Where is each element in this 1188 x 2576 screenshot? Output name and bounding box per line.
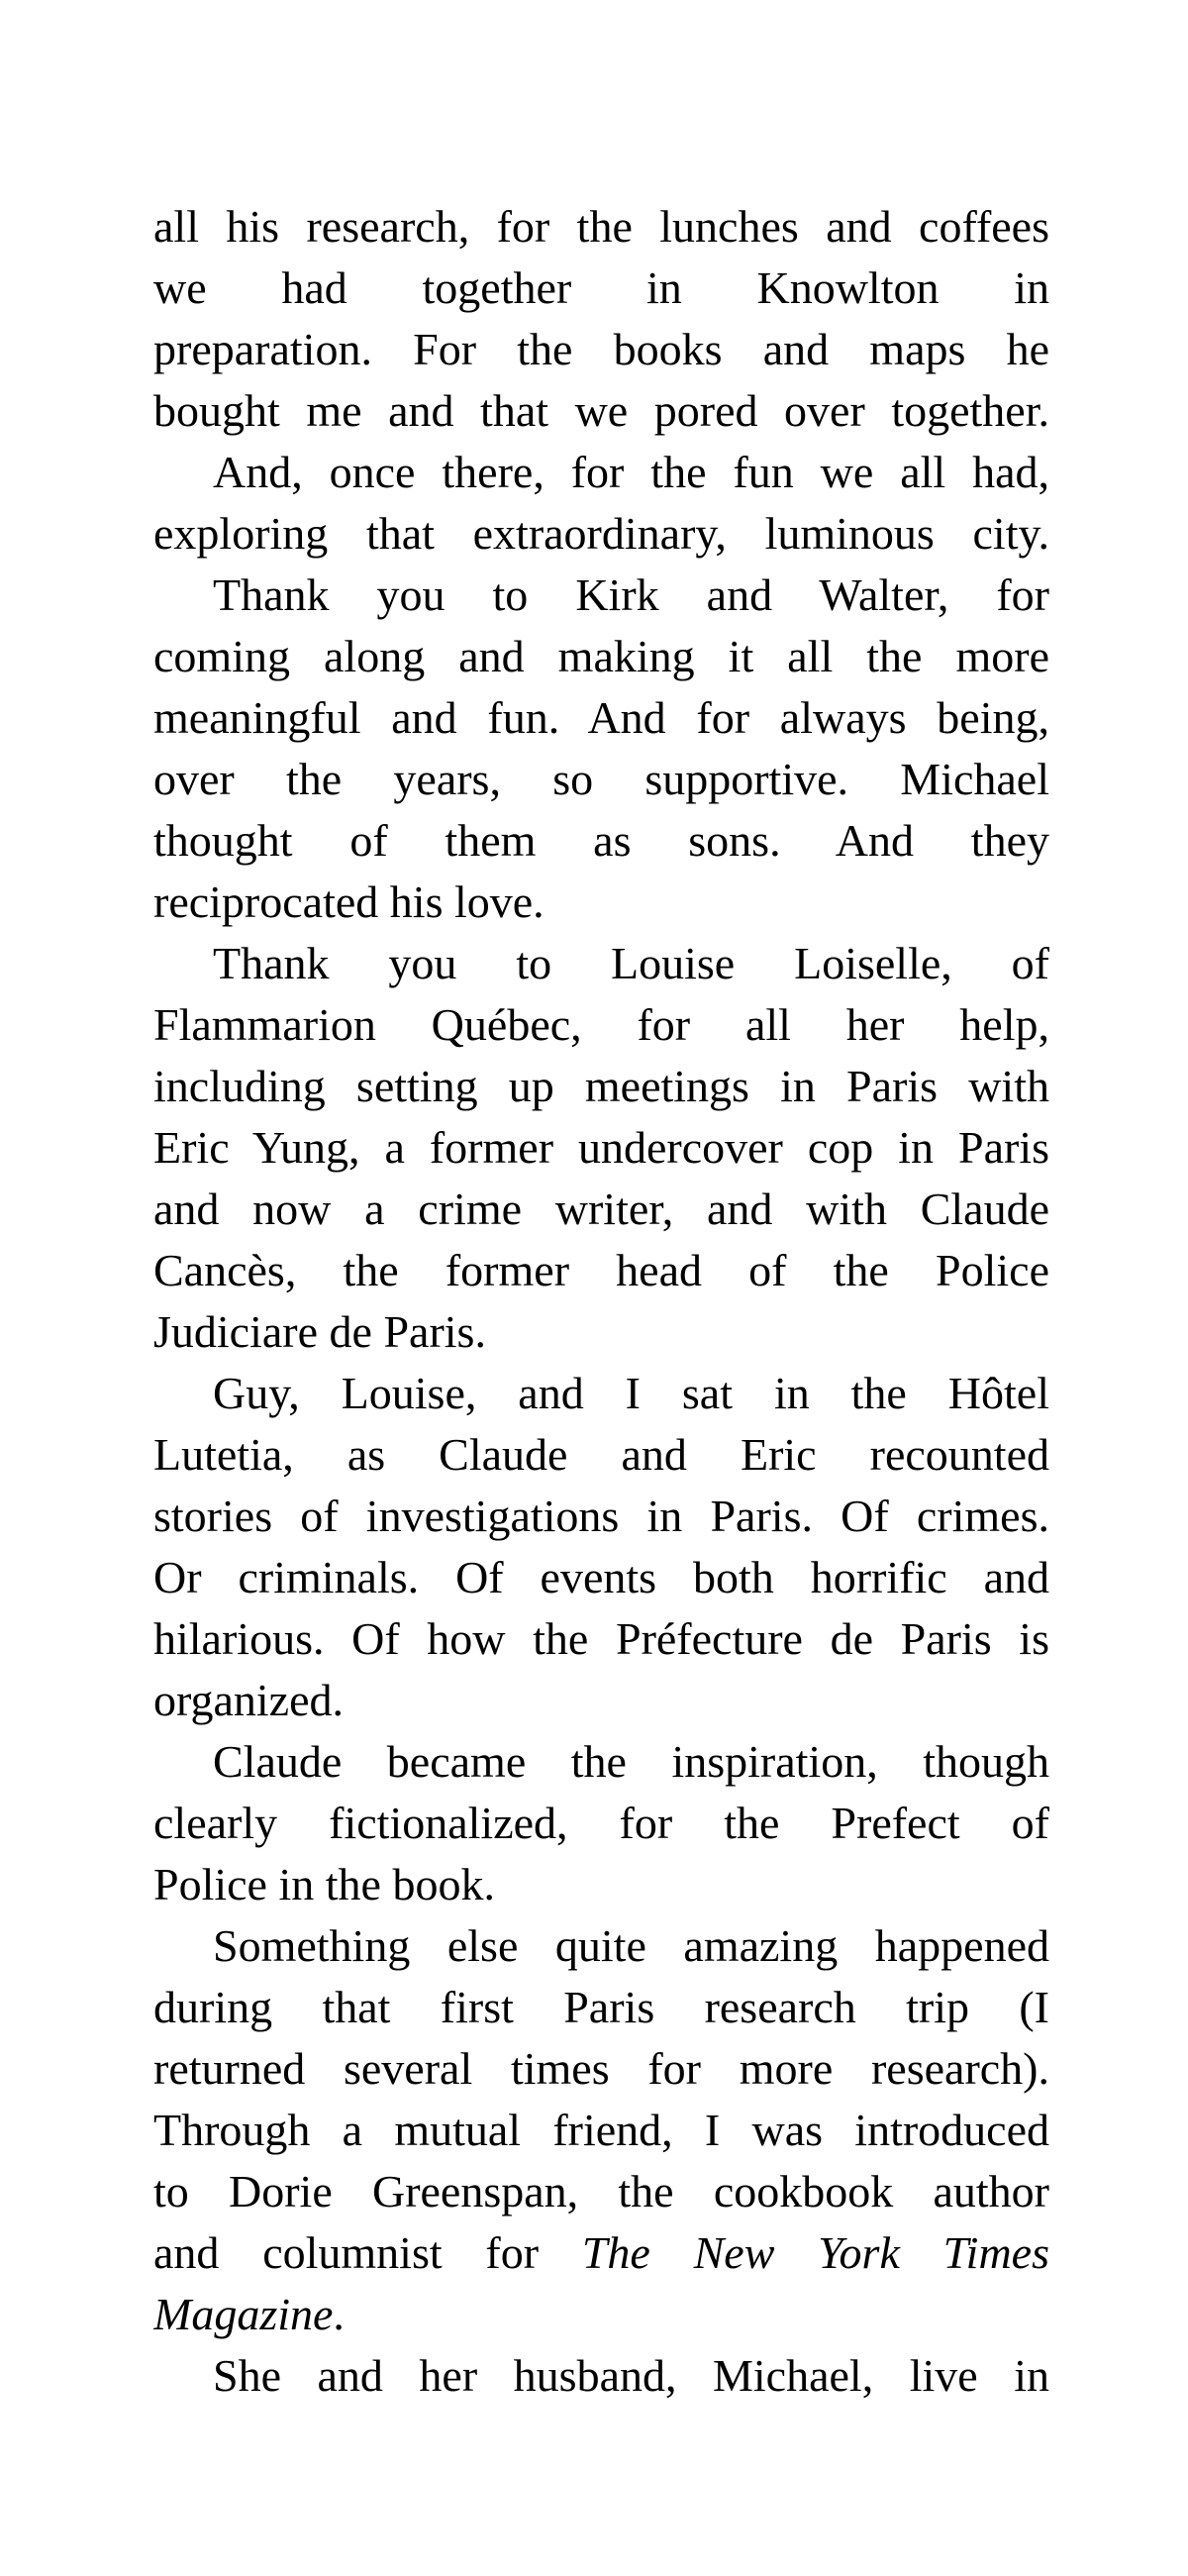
text-segment: all his research, for the lunches and coffees — [153, 201, 1049, 252]
text-line — [153, 258, 1049, 319]
paragraph — [153, 196, 1049, 442]
paragraph — [153, 565, 1049, 933]
text-segment: and columnist for — [153, 2227, 582, 2278]
text-segment: over the years, so supportive. Michael — [153, 754, 1049, 804]
text-segment: bought me and that we pored over together. — [153, 385, 1049, 436]
text-line — [153, 1363, 1049, 1424]
text-line — [153, 196, 1049, 258]
text-segment: organized. — [153, 1675, 345, 1725]
text-line — [153, 380, 1049, 442]
text-segment: stories of investigations in Paris. Of crimes. — [153, 1491, 1049, 1541]
text-line — [153, 2345, 1049, 2407]
text-segment: Flammarion Québec, for all her help, — [153, 999, 1049, 1050]
text-line — [153, 2222, 1049, 2284]
text-line — [153, 2038, 1049, 2100]
text-segment: meaningful and fun. And for always being, — [153, 692, 1049, 743]
text-line — [153, 2284, 1049, 2345]
page-text — [153, 0, 1049, 2407]
paragraph — [153, 2345, 1049, 2407]
text-line — [153, 2100, 1049, 2161]
text-segment: Judiciare de Paris. — [153, 1306, 486, 1357]
text-line — [153, 1301, 1049, 1363]
text-line — [153, 872, 1049, 933]
text-line — [153, 1179, 1049, 1240]
text-line — [153, 749, 1049, 810]
text-segment: Thank you to Kirk and Walter, for — [213, 569, 1049, 620]
text-line — [153, 687, 1049, 749]
text-line — [153, 994, 1049, 1056]
italic-text-segment: Magazine — [153, 2289, 334, 2339]
text-segment: clearly fictionalized, for the Prefect of — [153, 1798, 1049, 1848]
text-segment: . — [333, 2289, 345, 2339]
text-segment: Through a mutual friend, I was introduced — [153, 2105, 1049, 2155]
paragraph — [153, 933, 1049, 1363]
text-segment: returned several times for more research). — [153, 2043, 1049, 2094]
text-segment: She and her husband, Michael, live in — [213, 2350, 1049, 2401]
text-line — [153, 503, 1049, 565]
text-segment: Thank you to Louise Loiselle, of — [213, 938, 1049, 988]
text-line — [153, 1547, 1049, 1608]
text-line — [153, 1240, 1049, 1301]
text-segment: coming along and making it all the more — [153, 631, 1049, 681]
text-line — [153, 1486, 1049, 1547]
text-line — [153, 933, 1049, 994]
text-segment: And, once there, for the fun we all had, — [213, 447, 1049, 497]
text-segment: Lutetia, as Claude and Eric recounted — [153, 1429, 1049, 1480]
text-line — [153, 565, 1049, 626]
text-line — [153, 1424, 1049, 1486]
text-line — [153, 1731, 1049, 1793]
text-line — [153, 1977, 1049, 2038]
text-segment: hilarious. Of how the Préfecture de Paris is — [153, 1613, 1049, 1664]
text-line — [153, 1608, 1049, 1670]
text-line — [153, 1056, 1049, 1117]
text-segment: thought of them as sons. And they — [153, 815, 1049, 866]
text-segment: Or criminals. Of events both horrific and — [153, 1552, 1049, 1602]
text-line — [153, 1854, 1049, 1915]
paragraph — [153, 442, 1049, 565]
paragraph — [153, 1915, 1049, 2345]
text-segment: including setting up meetings in Paris with — [153, 1061, 1049, 1111]
text-line — [153, 1117, 1049, 1179]
text-line — [153, 1670, 1049, 1731]
text-segment: exploring that extraordinary, luminous city. — [153, 508, 1049, 559]
italic-text-segment: The New York Times — [581, 2227, 1049, 2278]
text-line — [153, 1915, 1049, 1977]
text-segment: Eric Yung, a former undercover cop in Paris — [153, 1122, 1049, 1173]
text-segment: Cancès, the former head of the Police — [153, 1245, 1049, 1295]
text-line — [153, 810, 1049, 872]
text-segment: during that first Paris research trip (I — [153, 1982, 1049, 2032]
text-segment: preparation. For the books and maps he — [153, 324, 1049, 374]
text-segment: Guy, Louise, and I sat in the Hôtel — [213, 1368, 1049, 1418]
text-line — [153, 1793, 1049, 1854]
text-segment: and now a crime writer, and with Claude — [153, 1184, 1049, 1234]
text-segment: to Dorie Greenspan, the cookbook author — [153, 2166, 1049, 2216]
paragraph — [153, 1363, 1049, 1731]
text-line — [153, 626, 1049, 687]
text-segment: reciprocated his love. — [153, 876, 544, 927]
text-segment: Something else quite amazing happened — [213, 1920, 1049, 1971]
text-line — [153, 442, 1049, 503]
text-segment: Claude became the inspiration, though — [213, 1736, 1049, 1787]
text-segment: we had together in Knowlton in — [153, 262, 1049, 313]
text-line — [153, 319, 1049, 380]
text-line — [153, 2161, 1049, 2222]
text-segment: Police in the book. — [153, 1859, 495, 1909]
paragraph — [153, 1731, 1049, 1915]
